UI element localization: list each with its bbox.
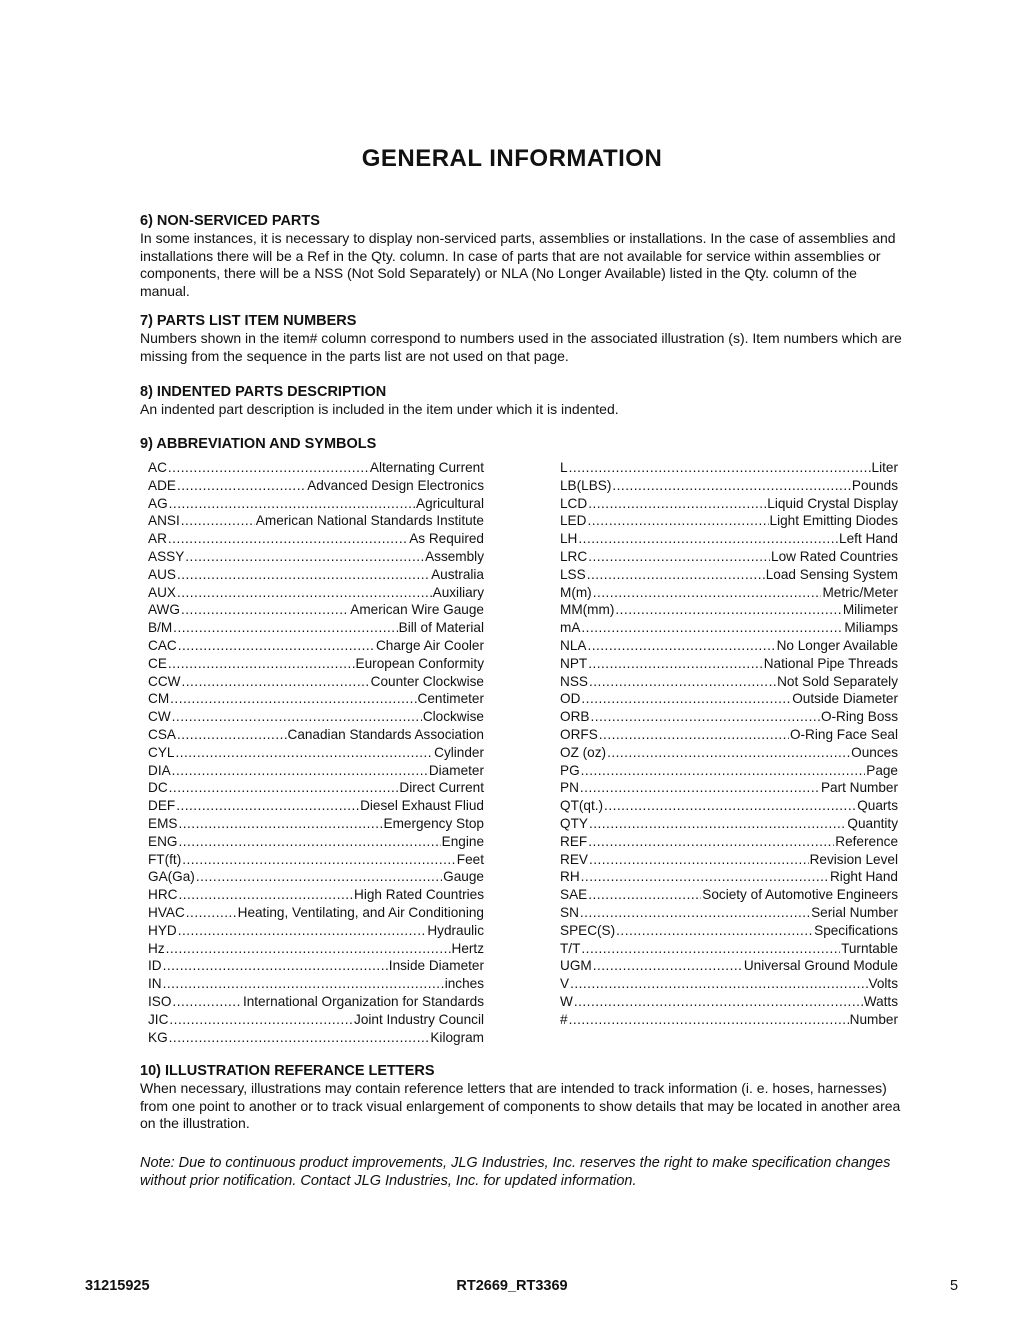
abbreviation-term: mA	[560, 620, 581, 636]
abbreviation-meaning: Diameter	[428, 762, 484, 778]
dot-leader	[589, 852, 809, 867]
dot-leader	[181, 513, 255, 528]
dot-leader	[588, 496, 766, 511]
abbreviation-meaning: No Longer Available	[776, 637, 898, 653]
dot-leader	[163, 976, 444, 991]
abbreviation-meaning: Cylinder	[434, 744, 484, 760]
dot-leader	[569, 1012, 849, 1027]
abbreviation-meaning: Liter	[871, 460, 898, 475]
abbreviation-meaning: Reference	[835, 833, 898, 849]
abbreviation-meaning: Page	[866, 762, 898, 778]
abbreviation-row	[148, 941, 484, 959]
abbreviation-meaning: National Pipe Threads	[763, 655, 898, 671]
dot-leader	[181, 602, 349, 617]
abbreviation-meaning: Inside Diameter	[388, 958, 484, 974]
abbreviation-term: CE	[148, 655, 167, 671]
dot-leader	[581, 691, 791, 706]
abbreviation-term: DEF	[148, 798, 176, 814]
abbreviation-row	[560, 745, 898, 763]
abbreviation-row	[148, 691, 484, 709]
abbreviation-meaning: Part Number	[820, 780, 898, 796]
abbreviation-meaning: Canadian Standards Association	[287, 726, 484, 742]
dot-leader	[185, 549, 424, 564]
dot-leader	[177, 585, 432, 600]
abbreviation-meaning: Revision Level	[809, 851, 898, 867]
dot-leader	[580, 780, 820, 795]
dot-leader	[169, 780, 399, 795]
abbreviation-term: QTY	[560, 815, 588, 831]
abbreviation-meaning: Heating, Ventilating, and Air Conditioning	[237, 904, 484, 920]
abbreviation-term: CW	[148, 709, 171, 725]
abbreviation-term: OZ (oz)	[560, 744, 607, 760]
abbreviation-term: NSS	[560, 673, 588, 689]
dot-leader	[173, 620, 397, 635]
abbreviation-meaning: Counter Clockwise	[370, 673, 484, 689]
dot-leader	[172, 994, 242, 1009]
dot-leader	[588, 834, 834, 849]
abbreviation-row	[560, 905, 898, 923]
abbreviation-term: SN	[560, 904, 579, 920]
footer-doc-number: 31215925	[85, 1278, 150, 1294]
abbreviation-meaning: Liquid Crystal Display	[767, 495, 898, 511]
abbreviation-row	[148, 620, 484, 638]
abbreviation-row	[560, 513, 898, 531]
abbreviation-term: ENG	[148, 833, 178, 849]
dot-leader	[177, 567, 430, 582]
dot-leader	[169, 1012, 353, 1027]
abbreviation-row	[560, 834, 898, 852]
abbreviation-term: IN	[148, 976, 162, 992]
abbreviation-row	[148, 976, 484, 994]
abbreviation-term: NLA	[560, 637, 587, 653]
abbreviation-term: ORFS	[560, 726, 598, 742]
dot-leader	[616, 923, 813, 938]
abbreviation-term: CYL	[148, 744, 175, 760]
abbreviation-meaning: Centimeter	[417, 691, 484, 707]
abbreviation-row	[148, 674, 484, 692]
abbreviation-meaning: Universal Ground Module	[743, 958, 898, 974]
abbreviation-term: PG	[560, 762, 580, 778]
abbreviation-row	[148, 780, 484, 798]
abbreviation-row	[560, 763, 898, 781]
abbreviation-row	[560, 709, 898, 727]
abbreviation-meaning: Turntable	[841, 940, 898, 956]
dot-leader	[178, 887, 353, 902]
abbreviation-term: M(m)	[560, 584, 592, 600]
abbreviation-term: RH	[560, 869, 580, 885]
section-body: In some instances, it is necessary to display non-serviced parts, assemblies or installations. In the case of assemblies and installations there will be a Ref in the Qty. column. In case of parts that are not available for service within assemblies or components, there will be a NSS (Not Sold Separately) or NLA (No Longer Available) listed in the Qty. column of the manual.	[140, 230, 896, 299]
abbreviation-row	[148, 923, 484, 941]
abbreviation-row	[148, 513, 484, 531]
abbreviation-meaning: Advanced Design Electronics	[307, 477, 484, 493]
abbreviation-row	[148, 727, 484, 745]
abbreviation-term: ORB	[560, 709, 590, 725]
section-body: When necessary, illustrations may contain reference letters that are intended to track information (i. e. hoses, harnesses) from one point to another or to track visual enlargement of components to show details that may be located in another area on the illustration.	[140, 1080, 901, 1131]
abbreviation-row	[148, 852, 484, 870]
dot-leader	[574, 994, 863, 1009]
abbreviation-row	[560, 656, 898, 674]
abbreviation-term: JIC	[148, 1011, 169, 1027]
abbreviation-term: DIA	[148, 762, 171, 778]
abbreviation-row	[560, 478, 898, 496]
dot-leader	[177, 478, 306, 493]
abbreviation-row	[560, 1012, 898, 1030]
abbreviation-meaning: Pounds	[851, 477, 898, 493]
dot-leader	[578, 531, 838, 546]
dot-leader	[177, 727, 287, 742]
abbreviation-row	[560, 496, 898, 514]
abbreviation-meaning: Society of Automotive Engineers	[702, 887, 898, 903]
abbreviation-list-right	[560, 460, 898, 1030]
abbreviation-term: REV	[560, 851, 588, 867]
dot-leader	[178, 816, 382, 831]
dot-leader	[590, 709, 819, 724]
abbreviation-meaning: Assembly	[425, 548, 484, 564]
dot-leader	[178, 834, 440, 849]
abbreviation-meaning: Emergency Stop	[383, 815, 484, 831]
abbreviation-term: SPEC(S)	[560, 922, 616, 938]
abbreviation-term: EMS	[148, 815, 178, 831]
dot-leader	[587, 513, 768, 528]
abbreviation-term: QT(qt.)	[560, 798, 604, 814]
dot-leader	[593, 958, 743, 973]
abbreviation-row	[148, 549, 484, 567]
abbreviation-row	[148, 958, 484, 976]
abbreviation-row	[560, 923, 898, 941]
abbreviation-meaning: Alternating Current	[369, 460, 484, 475]
dot-leader	[581, 763, 866, 778]
abbreviation-row	[148, 887, 484, 905]
dot-leader	[169, 1030, 430, 1045]
dot-leader	[172, 709, 422, 724]
abbreviation-row	[560, 691, 898, 709]
abbreviation-term: W	[560, 993, 573, 1009]
abbreviation-row	[148, 567, 484, 585]
abbreviation-term: L	[560, 460, 568, 475]
abbreviation-row	[148, 745, 484, 763]
abbreviation-term: Hz	[148, 940, 165, 956]
section-heading: 9) ABBREVIATION AND SYMBOLS	[140, 436, 377, 452]
abbreviation-term: LCD	[560, 495, 588, 511]
abbreviation-meaning: Bill of Material	[398, 620, 484, 636]
abbreviation-meaning: Number	[849, 1011, 898, 1027]
abbreviation-row	[148, 905, 484, 923]
abbreviation-meaning: Auxiliary	[432, 584, 484, 600]
abbreviation-list-left	[148, 460, 484, 1047]
abbreviation-term: AUS	[148, 566, 176, 582]
abbreviation-meaning: Direct Current	[399, 780, 484, 796]
abbreviation-row	[148, 994, 484, 1012]
abbreviation-term: OD	[560, 691, 581, 707]
abbreviation-row	[560, 638, 898, 656]
abbreviation-meaning: European Conformity	[355, 655, 484, 671]
dot-leader	[170, 691, 416, 706]
abbreviation-row	[148, 638, 484, 656]
dot-leader	[186, 905, 237, 920]
abbreviation-term: ANSI	[148, 513, 180, 529]
abbreviation-row	[560, 941, 898, 959]
dot-leader	[570, 976, 867, 991]
abbreviation-term: UGM	[560, 958, 592, 974]
abbreviation-term: HVAC	[148, 904, 185, 920]
abbreviation-term: ISO	[148, 993, 172, 1009]
abbreviation-term: AC	[148, 460, 167, 475]
abbreviation-meaning: Agricultural	[416, 495, 484, 511]
dot-leader	[580, 905, 810, 920]
dot-leader	[589, 674, 776, 689]
abbreviation-meaning: Quarts	[857, 798, 898, 814]
abbreviation-term: LSS	[560, 566, 586, 582]
section-heading: 8) INDENTED PARTS DESCRIPTION	[140, 384, 387, 400]
dot-leader	[581, 620, 843, 635]
abbreviation-term: B/M	[148, 620, 173, 636]
abbreviation-row	[560, 460, 898, 478]
abbreviation-meaning: Specifications	[814, 922, 898, 938]
abbreviation-term: AR	[148, 531, 167, 547]
abbreviation-meaning: Joint Industry Council	[354, 1011, 484, 1027]
abbreviation-term: AWG	[148, 602, 180, 618]
abbreviation-meaning: Not Sold Separately	[777, 673, 898, 689]
abbreviation-term: LRC	[560, 548, 588, 564]
abbreviation-meaning: Hydraulic	[427, 922, 484, 938]
abbreviation-meaning: Kilogram	[430, 1029, 484, 1045]
dot-leader	[581, 869, 829, 884]
abbreviation-term: #	[560, 1011, 568, 1027]
dot-leader	[196, 869, 442, 884]
abbreviation-term: CCW	[148, 673, 181, 689]
abbreviation-meaning: O-Ring Boss	[820, 709, 898, 725]
abbreviation-row	[560, 798, 898, 816]
section-indented-parts-description	[140, 383, 910, 419]
dot-leader	[176, 798, 359, 813]
abbreviation-term: LED	[560, 513, 587, 529]
abbreviation-term: REF	[560, 833, 588, 849]
abbreviation-row	[148, 585, 484, 603]
abbreviation-row	[560, 620, 898, 638]
section-heading: 6) NON-SERVICED PARTS	[140, 213, 320, 229]
abbreviation-row	[148, 1012, 484, 1030]
abbreviation-meaning: American National Standards Institute	[255, 513, 484, 529]
abbreviation-row	[148, 478, 484, 496]
abbreviation-meaning: Feet	[456, 851, 484, 867]
abbreviation-term: NPT	[560, 655, 588, 671]
abbreviation-row	[148, 798, 484, 816]
abbreviation-term: V	[560, 976, 570, 992]
abbreviation-row	[560, 531, 898, 549]
abbreviation-term: AUX	[148, 584, 176, 600]
dot-leader	[182, 852, 456, 867]
dot-leader	[588, 549, 770, 564]
dot-leader	[168, 656, 355, 671]
abbreviation-meaning: Watts	[863, 993, 898, 1009]
abbreviation-row	[148, 656, 484, 674]
product-improvement-note: Note: Due to continuous product improvements, JLG Industries, Inc. reserves the right to make specification changes without prior notification. Contact JLG Industries, Inc. for updated information.	[140, 1155, 891, 1189]
abbreviation-meaning: As Required	[409, 531, 484, 547]
abbreviation-term: KG	[148, 1029, 168, 1045]
abbreviation-row	[148, 816, 484, 834]
abbreviation-row	[148, 602, 484, 620]
abbreviation-meaning: High Rated Countries	[354, 887, 484, 903]
abbreviation-meaning: Charge Air Cooler	[375, 637, 484, 653]
abbreviation-row	[148, 460, 484, 478]
dot-leader	[615, 602, 842, 617]
abbreviation-row	[560, 816, 898, 834]
dot-leader	[587, 567, 765, 582]
abbreviation-term: T/T	[560, 940, 581, 956]
abbreviation-row	[560, 887, 898, 905]
section-abbreviation-and-symbols	[140, 435, 910, 453]
abbreviation-row	[560, 994, 898, 1012]
abbreviation-term: AG	[148, 495, 168, 511]
abbreviation-meaning: Miliamps	[844, 620, 898, 636]
abbreviation-meaning: Milimeter	[842, 602, 898, 618]
abbreviation-meaning: Engine	[441, 833, 484, 849]
abbreviation-meaning: Right Hand	[829, 869, 898, 885]
abbreviation-term: ADE	[148, 477, 176, 493]
abbreviation-meaning: Diesel Exhaust Fliud	[360, 798, 484, 814]
abbreviation-term: DC	[148, 780, 168, 796]
abbreviation-term: ID	[148, 958, 162, 974]
section-illustration-reference-letters	[140, 1062, 910, 1133]
abbreviation-row	[560, 780, 898, 798]
abbreviation-meaning: Quantity	[847, 815, 898, 831]
dot-leader	[593, 585, 822, 600]
dot-leader	[612, 478, 851, 493]
dot-leader	[599, 727, 789, 742]
page-title: GENERAL INFORMATION	[361, 145, 663, 172]
abbreviation-meaning: Volts	[868, 976, 898, 992]
abbreviation-meaning: Ounces	[851, 744, 898, 760]
abbreviation-term: LB(LBS)	[560, 477, 612, 493]
abbreviation-meaning: Outside Diameter	[792, 691, 898, 707]
dot-leader	[588, 656, 763, 671]
abbreviation-meaning: Low Rated Countries	[771, 548, 898, 564]
dot-leader	[178, 638, 375, 653]
dot-leader	[175, 745, 433, 760]
abbreviation-term: LH	[560, 531, 578, 547]
dot-leader	[166, 941, 451, 956]
dot-leader	[169, 496, 415, 511]
section-non-serviced-parts	[140, 212, 910, 300]
abbreviation-row	[560, 869, 898, 887]
abbreviation-term: CSA	[148, 726, 176, 742]
abbreviation-meaning: Hertz	[451, 940, 484, 956]
abbreviation-row	[560, 958, 898, 976]
dot-leader	[168, 531, 408, 546]
abbreviation-row	[560, 567, 898, 585]
abbreviation-meaning: O-Ring Face Seal	[789, 726, 898, 742]
abbreviation-row	[560, 674, 898, 692]
abbreviation-row	[560, 727, 898, 745]
section-body: Numbers shown in the item# column correspond to numbers used in the associated illustration (s). Item numbers which are missing from the sequence in the parts list are not used on that page.	[140, 330, 902, 364]
abbreviation-term: HYD	[148, 922, 177, 938]
abbreviation-term: FT(ft)	[148, 851, 182, 867]
abbreviation-row	[560, 602, 898, 620]
dot-leader	[172, 763, 428, 778]
abbreviation-term: CM	[148, 691, 170, 707]
dot-leader	[587, 638, 775, 653]
abbreviation-row	[148, 834, 484, 852]
abbreviation-meaning: American Wire Gauge	[350, 602, 484, 618]
dot-leader	[589, 816, 846, 831]
abbreviation-term: PN	[560, 780, 579, 796]
abbreviation-row	[560, 585, 898, 603]
abbreviation-row	[560, 852, 898, 870]
abbreviation-meaning: Metric/Meter	[822, 584, 898, 600]
abbreviation-term: HRC	[148, 887, 178, 903]
abbreviation-row	[148, 496, 484, 514]
dot-leader	[178, 923, 427, 938]
footer-model: RT2669_RT3369	[456, 1278, 568, 1294]
section-body: An indented part description is included in the item under which it is indented.	[140, 401, 619, 417]
abbreviation-meaning: Gauge	[443, 869, 484, 885]
abbreviation-term: GA(Ga)	[148, 869, 195, 885]
section-heading: 10) ILLUSTRATION REFERANCE LETTERS	[140, 1063, 435, 1079]
abbreviation-term: MM(mm)	[560, 602, 615, 618]
abbreviation-meaning: Load Sensing System	[765, 566, 898, 582]
abbreviation-meaning: Australia	[431, 566, 484, 582]
dot-leader	[604, 798, 856, 813]
dot-leader	[181, 674, 369, 689]
dot-leader	[569, 460, 871, 475]
abbreviation-meaning: Left Hand	[839, 531, 898, 547]
abbreviation-row	[560, 976, 898, 994]
abbreviation-term: ASSY	[148, 548, 185, 564]
abbreviation-term: SAE	[560, 887, 588, 903]
abbreviation-meaning: Serial Number	[811, 904, 898, 920]
dot-leader	[168, 460, 369, 475]
abbreviation-term: CAC	[148, 637, 177, 653]
dot-leader	[607, 745, 850, 760]
abbreviation-row	[148, 763, 484, 781]
abbreviation-row	[560, 549, 898, 567]
section-heading: 7) PARTS LIST ITEM NUMBERS	[140, 313, 357, 329]
abbreviation-meaning: inches	[444, 976, 484, 992]
abbreviation-row	[148, 1030, 484, 1048]
abbreviation-row	[148, 869, 484, 887]
abbreviation-row	[148, 531, 484, 549]
dot-leader	[588, 887, 701, 902]
section-parts-list-item-numbers	[140, 312, 910, 365]
dot-leader	[163, 958, 388, 973]
dot-leader	[581, 941, 840, 956]
footer-page-number: 5	[950, 1278, 959, 1294]
abbreviation-meaning: International Organization for Standards	[242, 993, 484, 1009]
abbreviation-meaning: Light Emitting Diodes	[769, 513, 898, 529]
abbreviation-meaning: Clockwise	[422, 709, 484, 725]
abbreviation-row	[148, 709, 484, 727]
